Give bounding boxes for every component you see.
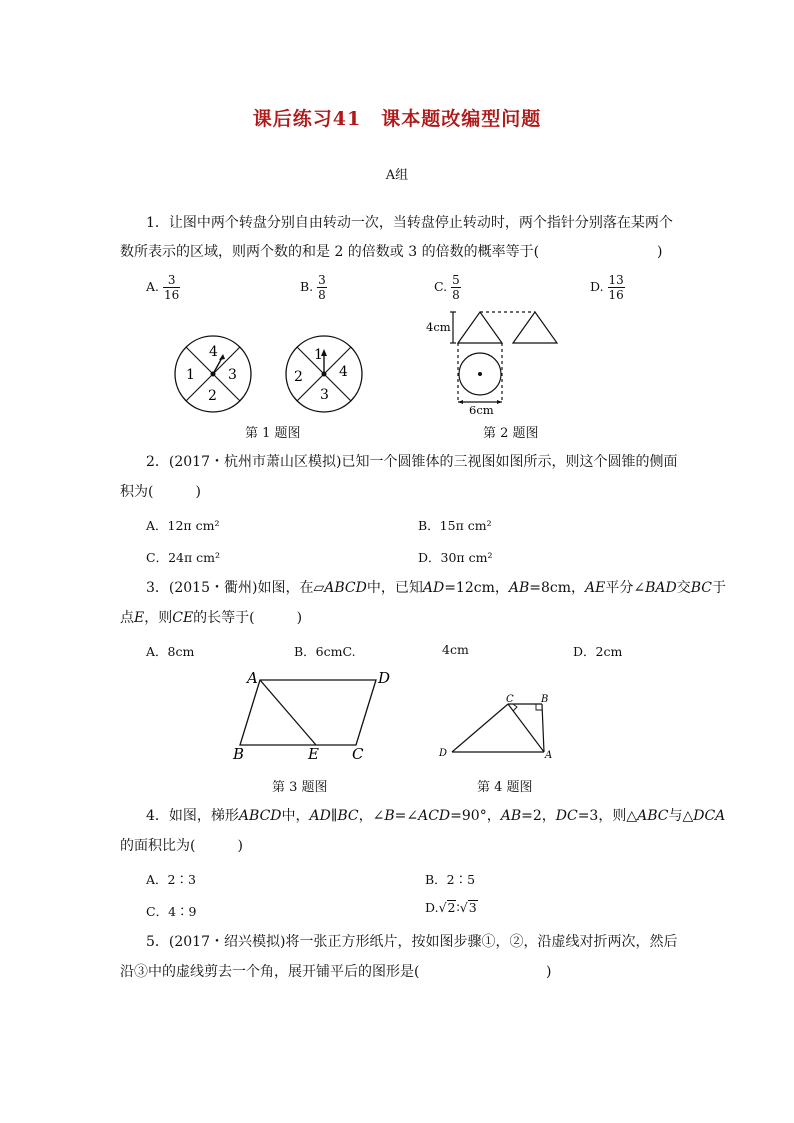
vertex-a: A xyxy=(247,669,258,687)
q1-option-c-fraction xyxy=(451,273,461,302)
group-heading: A组 xyxy=(385,168,409,183)
spinner-right xyxy=(286,336,362,412)
fraction-numerator: 3 xyxy=(318,273,326,287)
fraction-numerator: 13 xyxy=(608,273,624,287)
q1-option-b-fraction xyxy=(317,273,327,302)
q2-option-b[interactable]: B．15π cm² xyxy=(418,518,492,533)
figure-1-caption: 第 1 题图 xyxy=(245,426,301,441)
q4-option-d[interactable]: D.√2∶√3 xyxy=(425,900,477,915)
q3-line2: 点E，则CE的长等于( ) xyxy=(120,610,303,626)
q2-option-c[interactable]: C．24π cm² xyxy=(146,550,221,565)
q4-option-a[interactable]: A．2∶3 xyxy=(146,872,196,887)
q1-option-c[interactable] xyxy=(434,273,461,302)
fraction-numerator: 3 xyxy=(163,273,180,288)
q1-option-d-letter: D. xyxy=(590,279,604,294)
q3-option-b[interactable]: B．6cmC. xyxy=(294,644,356,659)
q1-paren-close: ) xyxy=(657,244,663,260)
q5-paren-close: ) xyxy=(546,964,552,980)
figure-4-caption: 第 4 题图 xyxy=(477,780,533,795)
q1-option-a-letter: A. xyxy=(146,279,160,294)
vertex-c: C xyxy=(506,694,514,705)
q1-option-d-fraction xyxy=(608,273,625,302)
vertex-c: C xyxy=(352,745,364,763)
q4-line1: 4．如图，梯形ABCD中，AD∥BC，∠B=∠ACD=90°，AB=2，DC=3，则△ABC与△DCA xyxy=(146,808,726,824)
cone-three-view-figure xyxy=(420,302,570,418)
q5-line1: 5．(2017・绍兴模拟)将一张正方形纸片，按如图步骤①，②，沿虚线对折两次，然后 xyxy=(146,934,678,950)
vertex-e: E xyxy=(308,745,319,763)
q4-option-c[interactable]: C．4∶9 xyxy=(146,904,197,919)
spinner-left-bottom: 2 xyxy=(208,388,217,404)
trapezoid-figure xyxy=(432,692,562,764)
sqrt-icon: √ xyxy=(438,900,447,915)
spinner-left-right: 3 xyxy=(228,367,237,383)
q1-option-c-letter: C. xyxy=(434,279,448,294)
q1-option-b-letter: B. xyxy=(300,279,314,294)
q2-line2: 积为( ) xyxy=(120,484,201,500)
vertex-b: B xyxy=(541,694,549,705)
spinner-right-bottom: 3 xyxy=(320,387,329,403)
spinner-left-left: 1 xyxy=(186,367,195,383)
page-title: 课后练习41 课本题改编型问题 xyxy=(252,108,542,130)
q2-option-a[interactable]: A．12π cm² xyxy=(146,518,220,533)
fraction-numerator: 5 xyxy=(452,273,460,287)
q2-line1: 2．(2017・杭州市萧山区模拟)已知一个圆锥体的三视图如图所示，则这个圆锥的侧面 xyxy=(146,454,678,470)
spinner-left-top: 4 xyxy=(209,344,218,360)
q1-option-a[interactable] xyxy=(146,273,180,302)
q1-line2: 数所表示的区域，则两个数的和是 2 的倍数或 3 的倍数的概率等于( xyxy=(120,244,540,260)
figure-2-caption: 第 2 题图 xyxy=(483,426,539,441)
q1-line1: 1．让图中两个转盘分别自由转动一次，当转盘停止转动时，两个指针分别落在某两个 xyxy=(146,215,673,231)
q3-line1: 3．(2015・衢州)如图，在▱ABCD中，已知AD=12cm，AB=8cm，AE平分∠BAD交BC于 xyxy=(146,580,726,596)
q2-option-d[interactable]: D．30π cm² xyxy=(418,550,493,565)
q3-option-c[interactable]: 4cm xyxy=(442,642,469,657)
q3-option-a[interactable]: A．8cm xyxy=(146,644,195,659)
height-label: 4cm xyxy=(426,320,451,334)
vertex-d: D xyxy=(439,748,448,759)
vertex-a: A xyxy=(545,750,553,761)
width-label: 6cm xyxy=(469,403,494,417)
spinner-right-top: 1 xyxy=(314,347,323,363)
q1-option-b[interactable] xyxy=(300,273,327,302)
q1-option-a-fraction xyxy=(163,273,180,302)
q3-option-d[interactable]: D．2cm xyxy=(573,644,623,659)
q5-line2: 沿③中的虚线剪去一个角，展开铺平后的图形是( xyxy=(120,964,420,980)
vertex-d: D xyxy=(378,669,391,687)
spinner-right-right: 4 xyxy=(339,364,348,380)
q4-option-b[interactable]: B．2∶5 xyxy=(425,872,476,887)
spinner-left xyxy=(175,336,251,412)
fraction-denominator: 16 xyxy=(164,288,180,302)
q4-line2: 的面积比为( ) xyxy=(120,838,243,854)
spinner-right-left: 2 xyxy=(294,369,303,385)
fraction-denominator: 16 xyxy=(608,288,624,302)
spinners-figure xyxy=(170,332,370,418)
fraction-denominator: 8 xyxy=(318,288,326,302)
figure-3-caption: 第 3 题图 xyxy=(272,780,328,795)
parallelogram-figure xyxy=(228,666,398,766)
sqrt-icon: √ xyxy=(459,900,468,915)
vertex-b: B xyxy=(233,745,245,763)
q1-option-d[interactable] xyxy=(590,273,625,302)
fraction-denominator: 8 xyxy=(452,288,460,302)
